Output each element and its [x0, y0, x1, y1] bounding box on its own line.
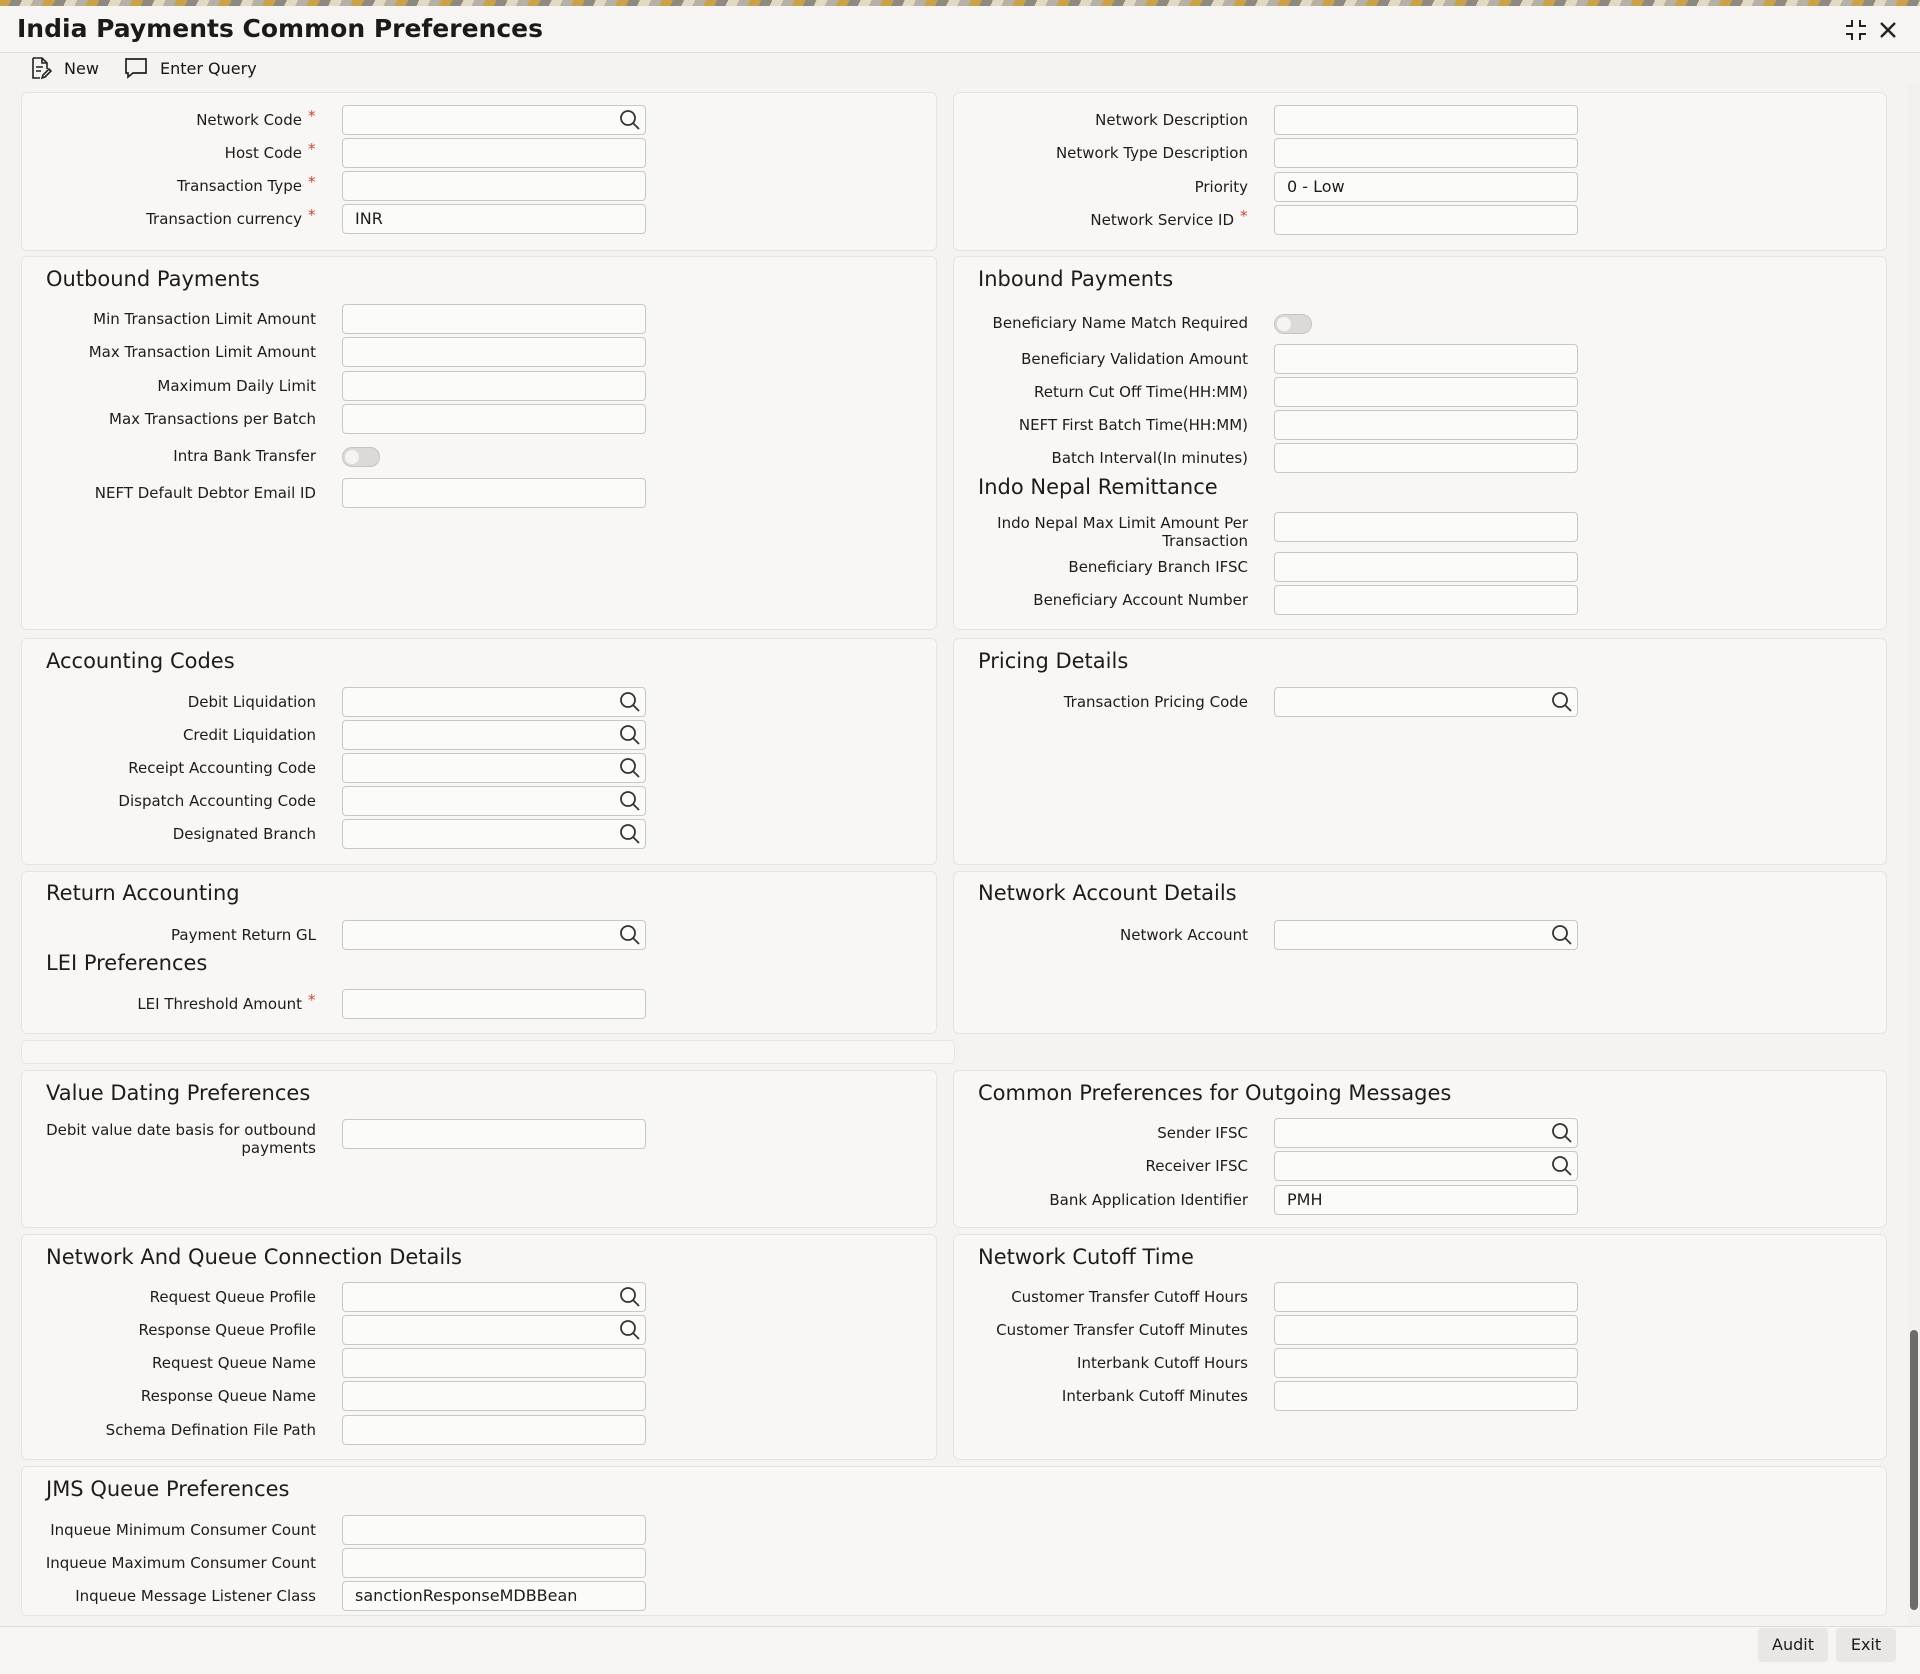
network-description-input[interactable]: [1274, 105, 1578, 135]
interbank-cutoff-hours-label: Interbank Cutoff Hours: [1077, 1354, 1248, 1372]
debit-value-date-basis-label-line2: payments: [241, 1139, 316, 1157]
interbank-cutoff-minutes-input[interactable]: [1274, 1381, 1578, 1411]
return-accounting-title: Return Accounting: [46, 881, 240, 905]
toolbar: [0, 53, 1920, 83]
required-marker: *: [308, 173, 316, 191]
indo-nepal-max-limit-label-line1: Indo Nepal Max Limit Amount Per: [997, 514, 1248, 532]
transaction-type-label: Transaction Type: [176, 177, 302, 195]
search-icon[interactable]: [1551, 1155, 1573, 1177]
response-queue-name-input[interactable]: [342, 1381, 646, 1411]
new-label: New: [64, 58, 99, 78]
customer-transfer-cutoff-minutes-input[interactable]: [1274, 1315, 1578, 1345]
inqueue-min-consumer-input[interactable]: [342, 1515, 646, 1545]
beneficiary-name-match-toggle[interactable]: [1274, 314, 1312, 334]
max-txn-per-batch-input[interactable]: [342, 404, 646, 434]
inbound-payments-title: Inbound Payments: [978, 267, 1174, 291]
batch-interval-input[interactable]: [1274, 443, 1578, 473]
search-icon[interactable]: [619, 1319, 641, 1341]
intra-bank-transfer-toggle[interactable]: [342, 447, 380, 467]
debit-value-date-basis-label-line1: Debit value date basis for outbound: [46, 1121, 316, 1139]
search-icon[interactable]: [619, 924, 641, 946]
interbank-cutoff-minutes-label: Interbank Cutoff Minutes: [1061, 1387, 1248, 1405]
transaction-currency-input[interactable]: INR: [342, 204, 646, 234]
transaction-currency-label: Transaction currency: [146, 210, 302, 228]
payment-return-gl-label: Payment Return GL: [171, 926, 316, 944]
beneficiary-name-match-label: Beneficiary Name Match Required: [992, 314, 1248, 332]
beneficiary-validation-amount-label: Beneficiary Validation Amount: [1021, 350, 1248, 368]
search-icon[interactable]: [1551, 1122, 1573, 1144]
transaction-pricing-code-label: Transaction Pricing Code: [1063, 693, 1248, 711]
jms-queue-title: JMS Queue Preferences: [46, 1477, 290, 1501]
search-icon[interactable]: [619, 109, 641, 131]
designated-branch-label: Designated Branch: [172, 825, 316, 843]
receipt-accounting-code-label: Receipt Accounting Code: [128, 759, 316, 777]
neft-first-batch-input[interactable]: [1274, 410, 1578, 440]
receiver-ifsc-input[interactable]: [1274, 1151, 1578, 1181]
search-icon[interactable]: [619, 823, 641, 845]
search-icon[interactable]: [619, 790, 641, 812]
response-queue-name-label: Response Queue Name: [140, 1387, 316, 1405]
beneficiary-branch-ifsc-label: Beneficiary Branch IFSC: [1068, 558, 1248, 576]
customer-transfer-cutoff-minutes-label: Customer Transfer Cutoff Minutes: [996, 1321, 1248, 1339]
host-code-input[interactable]: [342, 138, 646, 168]
outgoing-messages-title: Common Preferences for Outgoing Messages: [978, 1081, 1452, 1105]
transaction-pricing-code-input[interactable]: [1274, 687, 1578, 717]
beneficiary-account-number-input[interactable]: [1274, 585, 1578, 615]
queue-connection-title: Network And Queue Connection Details: [46, 1245, 463, 1269]
inqueue-max-consumer-input[interactable]: [342, 1548, 646, 1578]
network-account-input[interactable]: [1274, 920, 1578, 950]
response-queue-profile-input[interactable]: [342, 1315, 646, 1345]
scrollbar-thumb[interactable]: [1910, 1330, 1918, 1610]
schema-file-path-label: Schema Defination File Path: [105, 1421, 316, 1439]
network-service-id-label: Network Service ID: [1090, 211, 1234, 229]
request-queue-profile-label: Request Queue Profile: [149, 1288, 316, 1306]
search-icon[interactable]: [1551, 691, 1573, 713]
network-description-label: Network Description: [1095, 111, 1248, 129]
intra-bank-transfer-label: Intra Bank Transfer: [173, 447, 316, 465]
batch-interval-label: Batch Interval(In minutes): [1051, 449, 1248, 467]
debit-liquidation-input[interactable]: [342, 687, 646, 717]
customer-transfer-cutoff-hours-input[interactable]: [1274, 1282, 1578, 1312]
max-txn-per-batch-label: Max Transactions per Batch: [109, 410, 316, 428]
exit-button[interactable]: Exit: [1836, 1628, 1896, 1662]
lei-preferences-title: LEI Preferences: [46, 951, 208, 975]
network-code-input[interactable]: [342, 105, 646, 135]
audit-button[interactable]: Audit: [1758, 1628, 1828, 1662]
min-txn-limit-label: Min Transaction Limit Amount: [93, 310, 316, 328]
receiver-ifsc-label: Receiver IFSC: [1145, 1157, 1248, 1175]
required-marker: *: [308, 206, 316, 224]
beneficiary-account-number-label: Beneficiary Account Number: [1033, 591, 1248, 609]
inqueue-min-consumer-label: Inqueue Minimum Consumer Count: [50, 1521, 316, 1539]
sender-ifsc-label: Sender IFSC: [1157, 1124, 1248, 1142]
indo-nepal-title: Indo Nepal Remittance: [978, 475, 1218, 499]
search-icon[interactable]: [1551, 924, 1573, 946]
dispatch-accounting-code-label: Dispatch Accounting Code: [118, 792, 316, 810]
debit-value-date-basis-label: [40, 1121, 316, 1157]
pricing-details-title: Pricing Details: [978, 649, 1129, 673]
return-cutoff-label: Return Cut Off Time(HH:MM): [1034, 383, 1248, 401]
network-account-label: Network Account: [1120, 926, 1248, 944]
customer-transfer-cutoff-hours-label: Customer Transfer Cutoff Hours: [1011, 1288, 1248, 1306]
close-icon[interactable]: [1874, 16, 1902, 44]
spacer-panel: [21, 1040, 955, 1064]
beneficiary-validation-amount-input[interactable]: [1274, 344, 1578, 374]
accounting-codes-title: Accounting Codes: [46, 649, 235, 673]
max-txn-limit-label: Max Transaction Limit Amount: [88, 343, 316, 361]
new-document-icon: [28, 56, 52, 80]
return-cutoff-input[interactable]: [1274, 377, 1578, 407]
receipt-accounting-code-input[interactable]: [342, 753, 646, 783]
request-queue-name-input[interactable]: [342, 1348, 646, 1378]
required-marker: *: [1240, 207, 1248, 225]
footer-bar: [0, 1626, 1920, 1674]
beneficiary-branch-ifsc-input[interactable]: [1274, 552, 1578, 582]
request-queue-profile-input[interactable]: [342, 1282, 646, 1312]
search-icon[interactable]: [619, 757, 641, 779]
payment-return-gl-input[interactable]: [342, 920, 646, 950]
bank-app-identifier-label: Bank Application Identifier: [1049, 1191, 1248, 1209]
interbank-cutoff-hours-input[interactable]: [1274, 1348, 1578, 1378]
bank-app-identifier-input[interactable]: PMH: [1274, 1185, 1578, 1215]
priority-select[interactable]: 0 - Low: [1274, 172, 1578, 202]
credit-liquidation-label: Credit Liquidation: [182, 726, 316, 744]
credit-liquidation-input[interactable]: [342, 720, 646, 750]
max-daily-limit-label: Maximum Daily Limit: [157, 377, 316, 395]
neft-first-batch-label: NEFT First Batch Time(HH:MM): [1018, 416, 1248, 434]
inqueue-max-consumer-label: Inqueue Maximum Consumer Count: [45, 1554, 316, 1572]
min-txn-limit-input[interactable]: [342, 304, 646, 334]
inqueue-listener-class-input[interactable]: sanctionResponseMDBBean: [342, 1581, 646, 1611]
network-type-description-input[interactable]: [1274, 138, 1578, 168]
collapse-icon[interactable]: [1842, 16, 1870, 44]
host-code-label: Host Code: [224, 144, 302, 162]
value-dating-title: Value Dating Preferences: [46, 1081, 311, 1105]
neft-default-email-input[interactable]: [342, 478, 646, 508]
max-daily-limit-input[interactable]: [342, 371, 646, 401]
transaction-type-input[interactable]: [342, 171, 646, 201]
neft-default-email-label: NEFT Default Debtor Email ID: [94, 484, 316, 502]
outbound-payments-title: Outbound Payments: [46, 267, 260, 291]
debit-value-date-basis-input[interactable]: [342, 1119, 646, 1149]
network-service-id-input[interactable]: [1274, 205, 1578, 235]
schema-file-path-input[interactable]: [342, 1415, 646, 1445]
inqueue-listener-class-label: Inqueue Message Listener Class: [75, 1587, 316, 1605]
max-txn-limit-input[interactable]: [342, 337, 646, 367]
search-icon[interactable]: [619, 1286, 641, 1308]
debit-liquidation-label: Debit Liquidation: [187, 693, 316, 711]
search-icon[interactable]: [619, 724, 641, 746]
enter-query-label: Enter Query: [160, 58, 257, 78]
dispatch-accounting-code-input[interactable]: [342, 786, 646, 816]
designated-branch-input[interactable]: [342, 819, 646, 849]
network-cutoff-title: Network Cutoff Time: [978, 1245, 1194, 1269]
enter-query-button[interactable]: [124, 55, 257, 81]
priority-label: Priority: [1194, 178, 1248, 196]
request-queue-name-label: Request Queue Name: [152, 1354, 316, 1372]
indo-nepal-max-limit-label: [960, 514, 1248, 550]
indo-nepal-max-limit-input[interactable]: [1274, 512, 1578, 542]
indo-nepal-max-limit-label-line2: Transaction: [1162, 532, 1248, 550]
title-bar: [0, 6, 1920, 53]
network-account-details-title: Network Account Details: [978, 881, 1237, 905]
lei-threshold-amount-label: LEI Threshold Amount: [137, 995, 302, 1013]
response-queue-profile-label: Response Queue Profile: [138, 1321, 316, 1339]
network-code-label: Network Code: [196, 111, 302, 129]
search-icon[interactable]: [619, 691, 641, 713]
required-marker: *: [308, 991, 316, 1009]
required-marker: *: [308, 107, 316, 125]
required-marker: *: [308, 140, 316, 158]
sender-ifsc-input[interactable]: [1274, 1118, 1578, 1148]
network-type-description-label: Network Type Description: [1055, 144, 1248, 162]
page-title: India Payments Common Preferences: [17, 14, 544, 43]
chat-bubble-icon: [124, 56, 148, 80]
lei-threshold-amount-input[interactable]: [342, 989, 646, 1019]
new-button[interactable]: [28, 55, 99, 81]
